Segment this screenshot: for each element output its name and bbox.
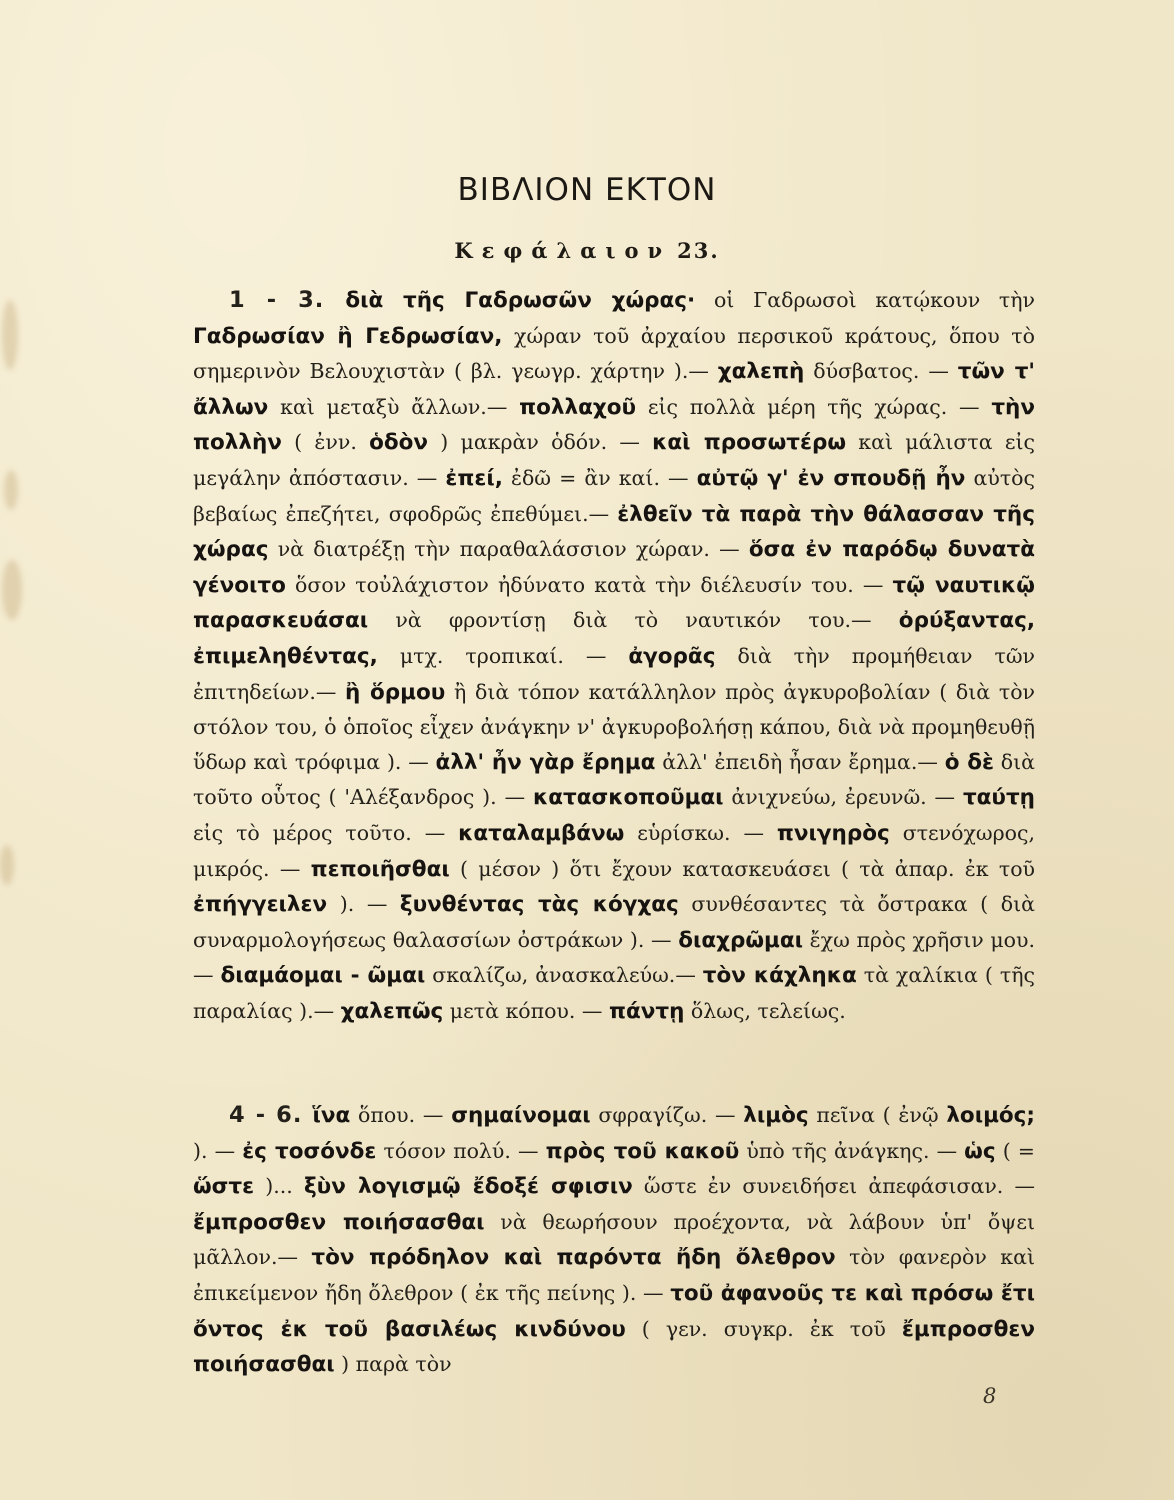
- gloss-text: δύσβατος. —: [804, 359, 958, 384]
- lemma-term: ἐλθεῖν τὰ παρὰ τὴν θάλασσαν τῆς χώρας: [193, 501, 1035, 563]
- lemma-term: ἐς τοσόνδε: [242, 1138, 377, 1164]
- lemma-term: χαλεπῶς: [340, 998, 444, 1024]
- gloss-text: ). —: [193, 1138, 243, 1163]
- lemma-term: ξυνθέντας τὰς κόγχας: [399, 892, 679, 918]
- lemma-term: τῶν τ' ἄλλων: [193, 359, 1035, 420]
- lemma-term: ὥστε: [193, 1174, 255, 1200]
- lemma-term: ὡς: [964, 1138, 996, 1164]
- gloss-text: σφραγίζω. —: [590, 1103, 744, 1127]
- gloss-text: ἀλλ' ἐπειδὴ ἦσαν ἔρημα.—: [655, 749, 945, 774]
- gloss-text: )...: [254, 1174, 304, 1199]
- lemma-term: Γαδρωσίαν ἢ Γεδρωσίαν,: [193, 323, 503, 349]
- gloss-text: ἐδῶ = ἂν καί. —: [502, 465, 697, 490]
- lemma-term: πεποιῆσθαι: [310, 856, 450, 882]
- gloss-text: ὅλως, τελείως.: [684, 998, 846, 1023]
- lemma-term: ἀγορᾶς: [628, 643, 716, 669]
- gloss-text: ὑπὸ τῆς ἀνάγκης. —: [739, 1138, 965, 1163]
- gloss-text: σκαλίζω, ἀνασκαλεύω.—: [425, 963, 703, 988]
- lemma-term: ἢ ὅρμου: [345, 679, 446, 705]
- gloss-text: καὶ μεταξὺ ἄλλων.—: [268, 394, 520, 419]
- lemma-term: ξὺν λογισμῷ ἔδοξέ σφισιν: [303, 1174, 633, 1200]
- gloss-text: καὶ μάλιστα εἰς μεγάλην ἀπόστασιν. —: [193, 430, 1035, 490]
- lemma-term: πάντῃ: [608, 998, 685, 1024]
- gloss-text: μετὰ κόπου. —: [443, 998, 609, 1023]
- gloss-text: στενόχωρος, μικρός. —: [193, 820, 1035, 881]
- gloss-text: νὰ θεωρήσουν προέχοντα, νὰ λάβουν ὑπ' ὄψει μᾶλλον.—: [193, 1209, 1035, 1270]
- lemma-term: ἵνα: [312, 1103, 351, 1128]
- gloss-text: ). —: [327, 892, 400, 917]
- lemma-term: ἔμπροσθεν ποιήσασθαι: [193, 1209, 485, 1235]
- lemma-term: κατασκοποῦμαι: [532, 785, 724, 811]
- paper-stain: [0, 845, 14, 885]
- gloss-text: διὰ τοῦτο οὗτος ( 'Αλέξανδρος ). —: [193, 749, 1036, 810]
- section-reference: 1 - 3.: [229, 287, 346, 313]
- gloss-text: πεῖνα ( ἐνῷ: [808, 1103, 947, 1127]
- gloss-text: μτχ. τροπικαί. —: [377, 643, 629, 668]
- lemma-term: λοιμός;: [946, 1103, 1035, 1128]
- lemma-term: πνιγηρὸς: [776, 820, 890, 846]
- gloss-text: εἰς πολλὰ μέρη τῆς χώρας. —: [636, 394, 992, 419]
- gloss-text: αὐτὸς βεβαίως ἐπεζήτει, σφοδρῶς ἐπεθύμει.—: [193, 465, 1035, 526]
- gloss-text: οἱ Γαδρωσοὶ κατῴκουν τὴν: [695, 288, 1035, 312]
- lemma-term: καταλαμβάνω: [458, 820, 625, 846]
- gloss-text: εὑρίσκω. —: [624, 820, 777, 845]
- lemma-term: αὐτῷ γ' ἐν σπουδῇ ἦν: [696, 465, 966, 491]
- chapter-number: 23.: [677, 238, 720, 263]
- gloss-text: ἢ διὰ τόπον κατάλληλον πρὸς ἀγκυροβολίαν ( διὰ τὸν στόλον του, ὁ ὁποῖος εἶχεν ἀνάγκην ν' ἀγκυροβολήσῃ κάπου, διὰ νὰ προμηθευθῇ ὕδωρ καὶ τρόφιμα ). —: [193, 679, 1035, 774]
- lemma-term: τὴν πολλὴν: [193, 394, 1035, 456]
- lemma-term: ἀλλ' ἦν γὰρ ἔρημα: [435, 749, 656, 775]
- lemma-term: καὶ προσωτέρω: [652, 430, 847, 456]
- commentary-paragraph-2: [193, 1098, 1035, 1383]
- lemma-term: διαμάομαι - ῶμαι: [220, 963, 426, 989]
- gloss-text: ὅπου. —: [350, 1103, 452, 1127]
- paper-stain: [2, 300, 18, 370]
- gloss-text: νὰ φροντίσῃ διὰ τὸ ναυτικόν του.—: [368, 608, 899, 633]
- gloss-text: ( =: [995, 1138, 1035, 1163]
- paper-stain: [4, 470, 18, 510]
- gloss-text: ἔχω πρὸς χρῆσιν μου. —: [193, 927, 1035, 988]
- book-title: ΒΙΒΛΙΟΝ ΕΚΤΟΝ: [457, 172, 717, 208]
- gloss-text: ἀνιχνεύω, ἐρευνῶ. —: [723, 785, 963, 810]
- gloss-text: ) παρὰ τὸν: [334, 1352, 452, 1377]
- paper-stain: [2, 560, 22, 620]
- chapter-heading: [0, 238, 1174, 263]
- gloss-text: νὰ διατρέξῃ τὴν παραθαλάσσιον χώραν. —: [268, 537, 749, 562]
- lemma-term: ὅσα ἐν παρόδῳ δυνατὰ γένοιτο: [193, 537, 1035, 598]
- lemma-term: τὸν πρόδηλον καὶ παρόντα ἤδη ὄλεθρον: [311, 1245, 836, 1271]
- gloss-text: ( γεν. συγκρ. ἐκ τοῦ: [625, 1316, 902, 1341]
- lemma-term: διὰ τῆς Γαδρωσῶν χώρας·: [345, 288, 696, 313]
- lemma-term: ὁδὸν: [369, 430, 429, 456]
- lemma-term: χαλεπὴ: [717, 359, 805, 385]
- section-reference: 4 - 6.: [229, 1102, 313, 1128]
- lemma-term: πρὸς τοῦ κακοῦ: [545, 1138, 740, 1164]
- lemma-term: ὁ δὲ: [944, 749, 994, 775]
- lemma-term: πολλαχοῦ: [519, 394, 637, 420]
- lemma-term: λιμὸς: [743, 1103, 809, 1128]
- lemma-term: ἔμπροσθεν ποιήσασθαι: [193, 1316, 1036, 1378]
- lemma-term: σημαίνομαι: [451, 1103, 591, 1128]
- lemma-term: ὀρύξαντας, ἐπιμεληθέντας,: [193, 608, 1035, 669]
- page-number: 8: [983, 1384, 997, 1408]
- gloss-text: τὸν φανερὸν καὶ ἐπικείμενον ἤδη ὄλεθρον ( ἐκ τῆς πείνης ). —: [193, 1245, 1035, 1305]
- lemma-term: διαχρῶμαι: [678, 927, 804, 953]
- gloss-text: διὰ τὴν προμήθειαν τῶν ἐπιτηδείων.—: [193, 643, 1036, 704]
- gloss-text: τόσον πολύ. —: [376, 1138, 546, 1163]
- gloss-text: ὅσον τοὐλάχιστον ἠδύνατο κατὰ τὴν διέλευσίν του. —: [285, 572, 893, 597]
- gloss-text: ) μακρὰν ὁδόν. —: [428, 430, 653, 455]
- gloss-text: χώραν τοῦ ἀρχαίου περσικοῦ κράτους, ὅπου τὸ σημερινὸν Βελουχιστὰν ( βλ. γεωγρ. χάρτην ).—: [193, 323, 1035, 384]
- lemma-term: ἐπεί,: [445, 465, 503, 491]
- lemma-term: ταύτῃ: [962, 785, 1035, 811]
- gloss-text: ( ἐνν.: [281, 430, 370, 455]
- gloss-text: εἰς τὸ μέρος τοῦτο. —: [193, 820, 459, 845]
- gloss-text: ὥστε ἐν συνειδήσει ἀπεφάσισαν. —: [632, 1174, 1035, 1199]
- gloss-text: ( μέσον ) ὅτι ἔχουν κατασκευάσει ( τὰ ἀπαρ. ἐκ τοῦ: [449, 856, 1035, 881]
- commentary-paragraph-1: [193, 283, 1035, 1029]
- gloss-text: συνθέσαντες τὰ ὄστρακα ( διὰ συναρμολογήσεως θαλασσίων ὀστράκων ). —: [193, 892, 1035, 952]
- lemma-term: τοῦ ἀφανοῦς τε καὶ πρόσω ἔτι ὄντος ἐκ τοῦ βασιλέως κινδύνου: [193, 1280, 1035, 1342]
- chapter-word: Κεφάλαιον: [454, 238, 672, 263]
- gloss-text: τὰ χαλίκια ( τῆς παραλίας ).—: [193, 963, 1035, 1023]
- lemma-term: τῷ ναυτικῷ παρασκευάσαι: [193, 572, 1035, 634]
- lemma-term: τὸν κάχληκα: [702, 963, 857, 989]
- lemma-term: ἐπήγγειλεν: [193, 892, 328, 918]
